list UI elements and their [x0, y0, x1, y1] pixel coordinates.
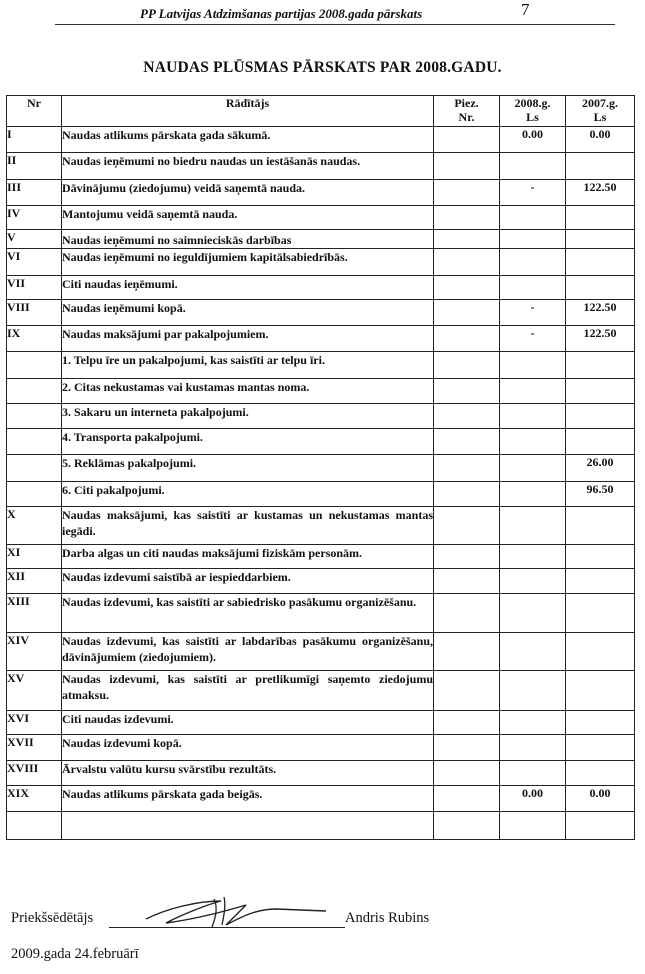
- row-nr: XVIII: [7, 761, 62, 786]
- row-label: 6. Citi pakalpojumi.: [62, 482, 434, 507]
- row-nr: X: [7, 507, 62, 545]
- row-value-2008: [500, 404, 566, 429]
- row-nr: XIX: [7, 786, 62, 812]
- row-value-2008: -: [500, 180, 566, 206]
- column-header-2007: [566, 96, 635, 127]
- column-header-2008: [500, 96, 566, 127]
- row-label: Naudas ieņēmumi no saimnieciskās darbības: [62, 230, 434, 249]
- row-label: 3. Sakaru un interneta pakalpojumi.: [62, 404, 434, 429]
- row-label: Naudas atlikums pārskata gada sākumā.: [62, 127, 434, 153]
- row-nr: IV: [7, 206, 62, 230]
- table-row: [7, 379, 635, 404]
- row-nr: I: [7, 127, 62, 153]
- signature-block: [11, 905, 631, 945]
- row-value-2007: [566, 276, 635, 300]
- table-body: [7, 127, 635, 840]
- row-label: Naudas ieņēmumi no ieguldījumiem kapitālsabiedrībās.: [62, 249, 434, 276]
- row-note: [434, 761, 500, 786]
- row-value-2008: [500, 249, 566, 276]
- row-label: Naudas ieņēmumi kopā.: [62, 300, 434, 326]
- row-note: [434, 455, 500, 482]
- table-row: [7, 761, 635, 786]
- row-label: [62, 812, 434, 840]
- table-row: [7, 153, 635, 180]
- table-row: [7, 671, 635, 711]
- table-row: [7, 507, 635, 545]
- row-value-2008: 0.00: [500, 786, 566, 812]
- column-header-2007-line2: Ls: [593, 110, 607, 124]
- row-note: [434, 300, 500, 326]
- table-row: [7, 594, 635, 633]
- row-value-2007: [566, 812, 635, 840]
- row-value-2007: [566, 633, 635, 671]
- column-header-2007-line1: 2007.g.: [582, 96, 618, 110]
- row-note: [434, 735, 500, 761]
- row-label: Naudas atlikums pārskata gada beigās.: [62, 786, 434, 812]
- row-nr: III: [7, 180, 62, 206]
- row-note: [434, 230, 500, 249]
- page-header: [55, 4, 615, 25]
- header-title: PP Latvijas Atdzimšanas partijas 2008.gada pārskats: [140, 6, 423, 21]
- signature-date: 2009.gada 24.februārī: [11, 946, 139, 962]
- row-value-2008: [500, 482, 566, 507]
- row-nr: IX: [7, 326, 62, 352]
- row-label: Naudas izdevumi saistībā ar iespieddarbiem.: [62, 569, 434, 594]
- row-value-2008: [500, 230, 566, 249]
- row-note: [434, 180, 500, 206]
- row-label: Dāvinājumu (ziedojumu) veidā saņemtā nauda.: [62, 180, 434, 206]
- row-value-2008: [500, 153, 566, 180]
- row-value-2008: [500, 276, 566, 300]
- row-value-2008: [500, 569, 566, 594]
- table-row: [7, 545, 635, 569]
- table-row: [7, 482, 635, 507]
- row-value-2008: [500, 507, 566, 545]
- document-title: NAUDAS PLŪSMAS PĀRSKATS PAR 2008.GADU.: [143, 59, 502, 76]
- row-value-2007: [566, 671, 635, 711]
- row-nr: XVII: [7, 735, 62, 761]
- row-note: [434, 633, 500, 671]
- row-value-2007: [566, 379, 635, 404]
- row-note: [434, 379, 500, 404]
- row-nr: V: [7, 230, 62, 249]
- row-value-2007: [566, 545, 635, 569]
- column-header-note-line2: Nr.: [458, 110, 475, 124]
- row-nr: VIII: [7, 300, 62, 326]
- row-value-2008: 0.00: [500, 127, 566, 153]
- row-note: [434, 671, 500, 711]
- row-note: [434, 786, 500, 812]
- column-header-nr: Nr: [7, 96, 62, 127]
- row-value-2007: [566, 206, 635, 230]
- table-row: [7, 300, 635, 326]
- row-label: Naudas izdevumi, kas saistīti ar labdarības pasākumu organizēšanu, dāvinājumiem (ziedojumiem).: [62, 633, 434, 671]
- table-row: [7, 180, 635, 206]
- row-label: Naudas maksājumi par pakalpojumiem.: [62, 326, 434, 352]
- row-value-2007: [566, 404, 635, 429]
- signatory-name: Andris Rubins: [345, 910, 430, 926]
- row-value-2008: [500, 545, 566, 569]
- row-label: Darba algas un citi naudas maksājumi fiziskām personām.: [62, 545, 434, 569]
- row-value-2007: [566, 711, 635, 735]
- handwritten-signature: [126, 895, 326, 931]
- table-row: [7, 326, 635, 352]
- row-value-2008: [500, 633, 566, 671]
- row-note: [434, 153, 500, 180]
- row-label: Naudas izdevumi, kas saistīti ar pretlikumīgi saņemto ziedojumu atmaksu.: [62, 671, 434, 711]
- row-value-2008: [500, 761, 566, 786]
- row-value-2007: 122.50: [566, 300, 635, 326]
- page-number: 7: [521, 0, 530, 19]
- row-value-2008: -: [500, 326, 566, 352]
- row-label: 1. Telpu īre un pakalpojumi, kas saistīti ar telpu īri.: [62, 352, 434, 379]
- row-value-2008: [500, 455, 566, 482]
- table-row: [7, 127, 635, 153]
- row-label: 4. Transporta pakalpojumi.: [62, 429, 434, 455]
- row-note: [434, 127, 500, 153]
- table-row: [7, 230, 635, 249]
- row-nr: XVI: [7, 711, 62, 735]
- row-value-2007: [566, 735, 635, 761]
- row-value-2008: [500, 352, 566, 379]
- row-nr: [7, 482, 62, 507]
- row-value-2007: 26.00: [566, 455, 635, 482]
- row-value-2007: [566, 352, 635, 379]
- row-note: [434, 404, 500, 429]
- row-value-2008: -: [500, 300, 566, 326]
- table-row: [7, 404, 635, 429]
- row-label: Citi naudas ieņēmumi.: [62, 276, 434, 300]
- row-note: [434, 429, 500, 455]
- column-header-note: [434, 96, 500, 127]
- row-nr: [7, 429, 62, 455]
- row-value-2008: [500, 671, 566, 711]
- table-row: [7, 633, 635, 671]
- row-value-2008: [500, 429, 566, 455]
- row-nr: [7, 455, 62, 482]
- cash-flow-table: [6, 95, 635, 840]
- row-note: [434, 507, 500, 545]
- column-header-2008-line1: 2008.g.: [514, 96, 551, 110]
- column-header-indicator: Rādītājs: [62, 96, 434, 127]
- row-label: 5. Reklāmas pakalpojumi.: [62, 455, 434, 482]
- row-value-2007: [566, 249, 635, 276]
- row-label: Naudas izdevumi, kas saistīti ar sabiedrisko pasākumu organizēšanu.: [62, 594, 434, 633]
- table-row: [7, 735, 635, 761]
- row-note: [434, 812, 500, 840]
- row-value-2007: [566, 230, 635, 249]
- row-value-2008: [500, 735, 566, 761]
- row-note: [434, 711, 500, 735]
- row-note: [434, 206, 500, 230]
- row-value-2008: [500, 379, 566, 404]
- row-value-2007: 0.00: [566, 786, 635, 812]
- row-nr: [7, 812, 62, 840]
- row-value-2007: 122.50: [566, 326, 635, 352]
- column-header-note-line1: Piez.: [454, 96, 479, 110]
- table-header-row: [7, 96, 635, 127]
- table-row: [7, 352, 635, 379]
- signature-role: Priekšsēdētājs: [11, 910, 94, 926]
- row-note: [434, 326, 500, 352]
- row-value-2007: 0.00: [566, 127, 635, 153]
- row-note: [434, 276, 500, 300]
- row-label: Naudas maksājumi, kas saistīti ar kustamas un nekustamas mantas iegādi.: [62, 507, 434, 545]
- row-nr: II: [7, 153, 62, 180]
- table-row: [7, 812, 635, 840]
- table-row: [7, 276, 635, 300]
- row-nr: XII: [7, 569, 62, 594]
- row-nr: XI: [7, 545, 62, 569]
- row-nr: XIII: [7, 594, 62, 633]
- table-row: [7, 429, 635, 455]
- row-note: [434, 482, 500, 507]
- row-label: Naudas ieņēmumi no biedru naudas un iestāšanās naudas.: [62, 153, 434, 180]
- row-nr: XIV: [7, 633, 62, 671]
- row-label: Mantojumu veidā saņemtā nauda.: [62, 206, 434, 230]
- table-row: [7, 786, 635, 812]
- row-nr: [7, 404, 62, 429]
- row-value-2007: [566, 507, 635, 545]
- row-nr: [7, 352, 62, 379]
- row-label: 2. Citas nekustamas vai kustamas mantas noma.: [62, 379, 434, 404]
- row-value-2007: [566, 569, 635, 594]
- row-label: Ārvalstu valūtu kursu svārstību rezultāts.: [62, 761, 434, 786]
- column-header-2008-line2: Ls: [526, 110, 539, 124]
- row-nr: VII: [7, 276, 62, 300]
- row-nr: VI: [7, 249, 62, 276]
- row-value-2008: [500, 711, 566, 735]
- row-value-2007: [566, 429, 635, 455]
- row-value-2007: 122.50: [566, 180, 635, 206]
- row-note: [434, 545, 500, 569]
- row-note: [434, 594, 500, 633]
- row-value-2007: [566, 594, 635, 633]
- table-row: [7, 249, 635, 276]
- row-value-2007: [566, 153, 635, 180]
- row-note: [434, 352, 500, 379]
- row-value-2008: [500, 206, 566, 230]
- row-label: Citi naudas izdevumi.: [62, 711, 434, 735]
- row-value-2008: [500, 594, 566, 633]
- row-nr: XV: [7, 671, 62, 711]
- row-value-2008: [500, 812, 566, 840]
- row-value-2007: 96.50: [566, 482, 635, 507]
- table-row: [7, 206, 635, 230]
- table-row: [7, 569, 635, 594]
- row-note: [434, 249, 500, 276]
- table-row: [7, 455, 635, 482]
- row-value-2007: [566, 761, 635, 786]
- row-nr: [7, 379, 62, 404]
- row-note: [434, 569, 500, 594]
- row-label: Naudas izdevumi kopā.: [62, 735, 434, 761]
- table-row: [7, 711, 635, 735]
